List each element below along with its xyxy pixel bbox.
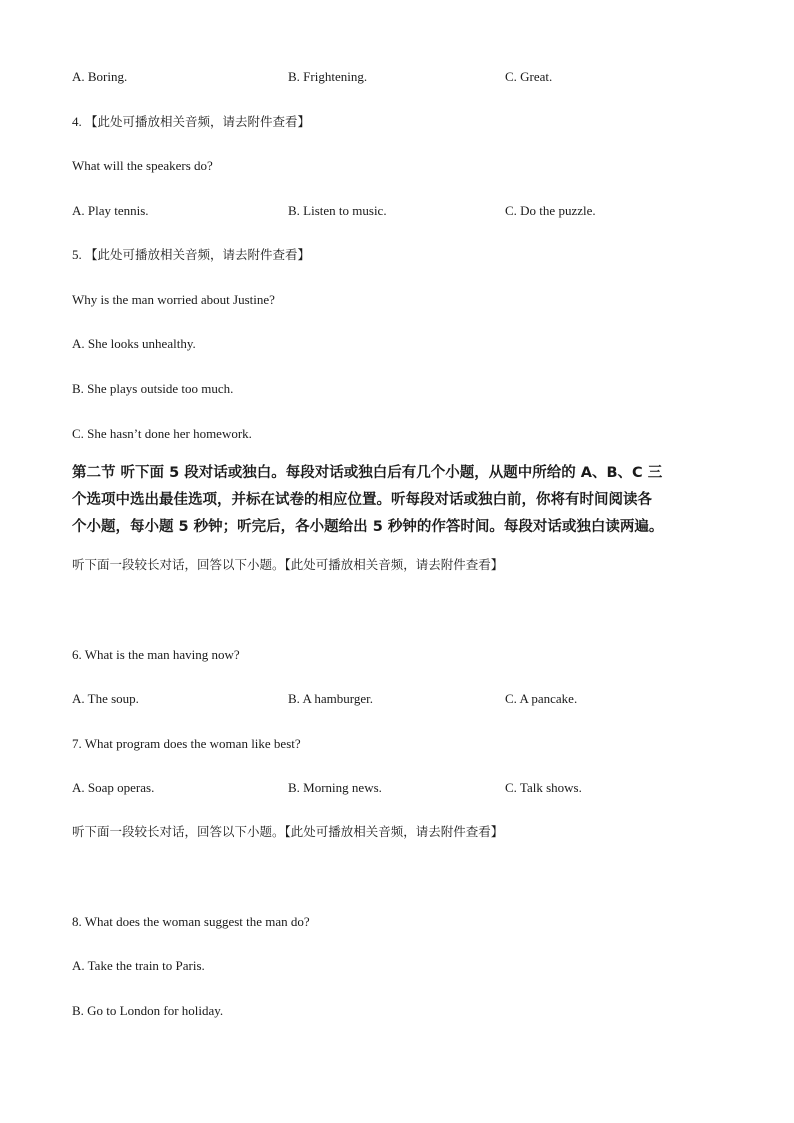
section2-instructions (72, 460, 727, 541)
q3-option-b: B. Frightening. (288, 69, 368, 84)
q8-option-a: A. Take the train to Paris. (72, 958, 205, 973)
section2-line-2: 个选项中选出最佳选项，并标在试卷的相应位置。听每段对话或独白前，你将有时间阅读各 (72, 492, 652, 508)
q5-option-b: B. She plays outside too much. (72, 381, 234, 396)
q5-option-c: C. She hasn’t done her homework. (72, 426, 252, 441)
q5-option-a: A. She looks unhealthy. (72, 336, 196, 351)
q3-option-a: A. Boring. (72, 69, 128, 84)
q5-number: 5. (72, 247, 82, 262)
q4-option-b: B. Listen to music. (288, 203, 387, 218)
dialogue-instruction-1[interactable]: 听下面一段较长对话，回答以下小题。【此处可播放相关音频，请去附件查看】 (72, 557, 504, 572)
q4-header (72, 115, 310, 129)
q4-number: 4. (72, 114, 82, 129)
q5-header (72, 248, 310, 262)
q4-option-a: A. Play tennis. (72, 203, 149, 218)
q7-option-b: B. Morning news. (288, 780, 382, 795)
q6-question: 6. What is the man having now? (72, 647, 240, 662)
q4-option-c: C. Do the puzzle. (505, 203, 596, 218)
q6-option-c: C. A pancake. (505, 691, 578, 706)
section2-line-1: 第二节 听下面 5 段对话或独白。每段对话或独白后有几个小题，从题中所给的 A、B、C 三 (72, 465, 663, 481)
q3-option-c: C. Great. (505, 69, 553, 84)
q6-option-a: A. The soup. (72, 691, 139, 706)
q4-question: What will the speakers do? (72, 158, 213, 173)
q5-question: Why is the man worried about Justine? (72, 292, 275, 307)
q7-option-a: A. Soap operas. (72, 780, 155, 795)
q6-option-b: B. A hamburger. (288, 691, 373, 706)
q5-audio-link[interactable]: 【此处可播放相关音频，请去附件查看】 (85, 247, 311, 262)
q8-question: 8. What does the woman suggest the man do? (72, 914, 310, 929)
q7-question: 7. What program does the woman like best? (72, 736, 301, 751)
section2-line-3: 个小题，每小题 5 秒钟；听完后，各小题给出 5 秒钟的作答时间。每段对话或独白读两遍。 (72, 519, 664, 535)
q8-option-b: B. Go to London for holiday. (72, 1003, 224, 1018)
q4-audio-link[interactable]: 【此处可播放相关音频，请去附件查看】 (85, 114, 311, 129)
q7-option-c: C. Talk shows. (505, 780, 582, 795)
dialogue-instruction-2[interactable]: 听下面一段较长对话，回答以下小题。【此处可播放相关音频，请去附件查看】 (72, 824, 504, 839)
